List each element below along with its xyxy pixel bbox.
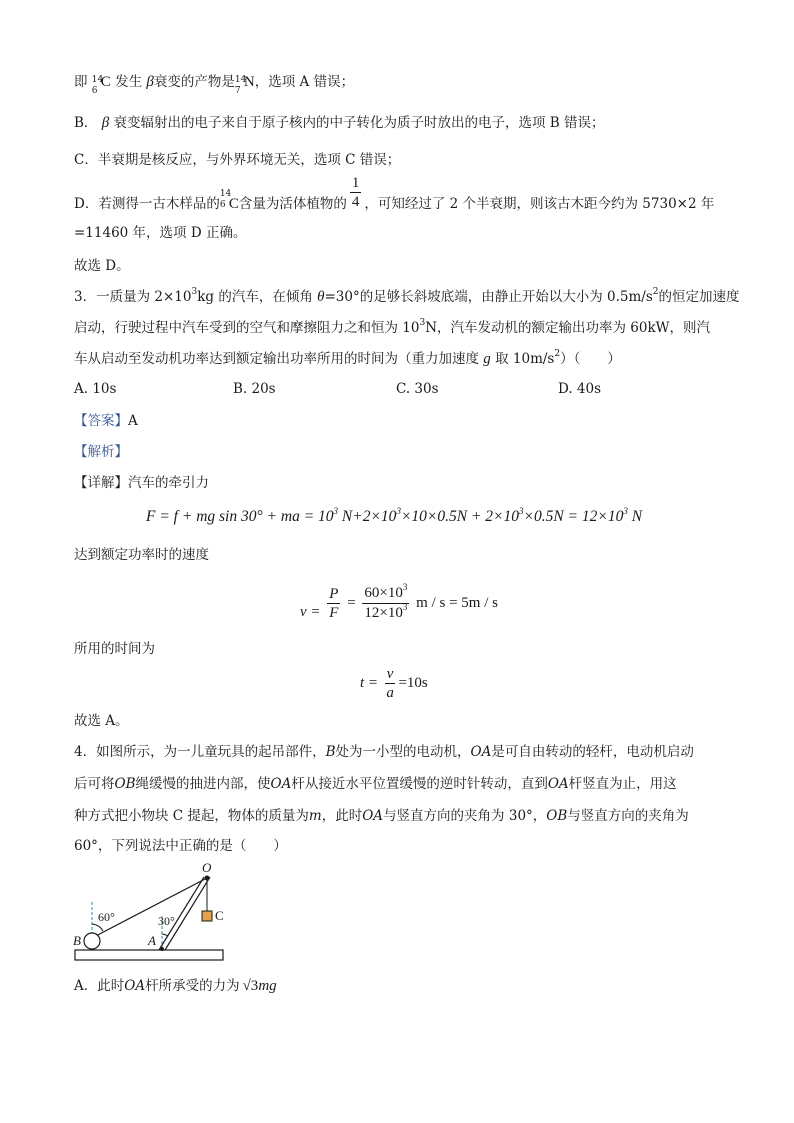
text-line-5: =11460 年，选项 D 正确。	[74, 225, 247, 241]
fraction-p-over-f: $\frac{P}{F}$	[329, 586, 339, 621]
q3-option-b: B. 20s	[233, 381, 276, 397]
answer-tag: 【答案】	[74, 413, 128, 429]
block-c	[202, 911, 212, 921]
label-o: O	[202, 860, 212, 875]
equation-velocity: v = $\frac{P}{F}$ = $\frac{60\times 10^3}{12\times 10^3}$ m / s = 5m / s	[300, 582, 498, 621]
rope-ob	[92, 878, 207, 938]
q3-line-1: 3．一质量为 $2\times 10^3kg$ 的汽车，在倾角 θ=30°的足够长斜坡底端，由静止开始以大小为 $0.5m/s^2$的恒定加速度	[74, 287, 740, 305]
answer-line	[74, 411, 138, 431]
fraction-one-quarter: $\frac{1}{4}$	[351, 175, 360, 210]
text-line-6: 故选 D。	[74, 258, 130, 274]
n14-nuclide: 14 7	[234, 75, 247, 96]
q4-line-1: 4．如图所示，为一儿童玩具的起吊部件，B处为一小型的电动机，OA是可自由转动的轻杆，电动机启动	[74, 744, 694, 760]
motor-b	[84, 933, 100, 949]
text: 即	[74, 74, 88, 90]
label-angle-30: 30°	[158, 914, 175, 928]
arc-60	[92, 924, 103, 931]
text-time: 所用的时间为	[74, 641, 155, 657]
q3-option-d: D. 40s	[558, 381, 602, 397]
q4-line-2: 后可将OB绳缓慢的抽进内部，使OA杆从接近水平位置缓慢的逆时针转动，直到OA杆竖直为止，用这	[74, 776, 677, 792]
label-c: C	[215, 908, 224, 923]
detail-line: 【详解】汽车的牵引力	[74, 475, 209, 491]
fraction-power-over-force: $\frac{60\times 10^3}{12\times 10^3}$	[364, 582, 408, 621]
q4-option-a: A．此时OA杆所承受的力为 √3mg	[74, 978, 277, 994]
q4-line-4: 60°，下列说法中正确的是（ ）	[74, 838, 287, 854]
q3-line-2: 启动，行驶过程中汽车受到的空气和摩擦阻力之和恒为 $10^3N$，汽车发动机的额定输出功率为 60kW，则汽	[74, 318, 711, 336]
crane-figure	[70, 858, 240, 968]
text-line-3: C．半衰期是核反应，与外界环境无关，选项 C 错误；	[74, 152, 401, 168]
text-line-1: 即 14 6 C 发生 β衰变的产物是 14 7 N，选项 A 错误；	[74, 74, 355, 96]
equation-traction-force: F = f + mg sin 30° + ma = $10^3$ $N+2\times 10^3\times 10\times 0.5N + 2\times 10^3\times 0.5N = 12\times 10^3$ N	[146, 506, 643, 525]
text-rated-power: 达到额定功率时的速度	[74, 547, 209, 563]
detail-tag: 【详解】	[74, 475, 128, 491]
q3-option-a: A. 10s	[74, 381, 117, 397]
arc-30	[162, 934, 168, 936]
q3-option-c: C. 30s	[396, 381, 439, 397]
text-line-4: D．若测得一古木样品的 14 6 C含量为活体植物的 $\frac{1}{4}$ ，可知经过了 2 个半衰期，则该古木距今约为 5730×2 年	[74, 175, 715, 212]
text-line-2: B． β 衰变辐射出的电子来自于原子核内的中子转化为质子时放出的电子，选项 B 错误；	[74, 115, 605, 131]
q3-line-3: 车从启动至发动机功率达到额定输出功率所用的时间为（重力加速度 g 取 $10m/s^2$）（ ）	[74, 349, 621, 367]
fraction-v-over-a: $\frac{v}{a}$	[386, 666, 394, 701]
label-angle-60: 60°	[98, 910, 115, 924]
c14-nuclide: 14 6	[91, 75, 104, 96]
hinge-a	[160, 947, 164, 951]
choose-a-line: 故选 A。	[74, 713, 129, 729]
equation-time: t = $\frac{v}{a}$ =10s	[360, 666, 428, 701]
c-symbol: C	[100, 74, 111, 90]
q4-line-3: 种方式把小物块 C 提起，物体的质量为m，此时OA与竖直方向的夹角为 30°，OB与竖直方向的夹角为	[74, 808, 689, 824]
beta-symbol: β	[101, 115, 110, 131]
ground-base	[75, 950, 223, 960]
c14-nuclide: 14 6	[219, 189, 232, 210]
beta-symbol: β	[146, 74, 154, 90]
analysis-tag: 【解析】	[74, 444, 128, 460]
label-a: A	[148, 933, 156, 948]
answer-value: A	[128, 413, 138, 429]
label-b: B	[73, 933, 81, 948]
